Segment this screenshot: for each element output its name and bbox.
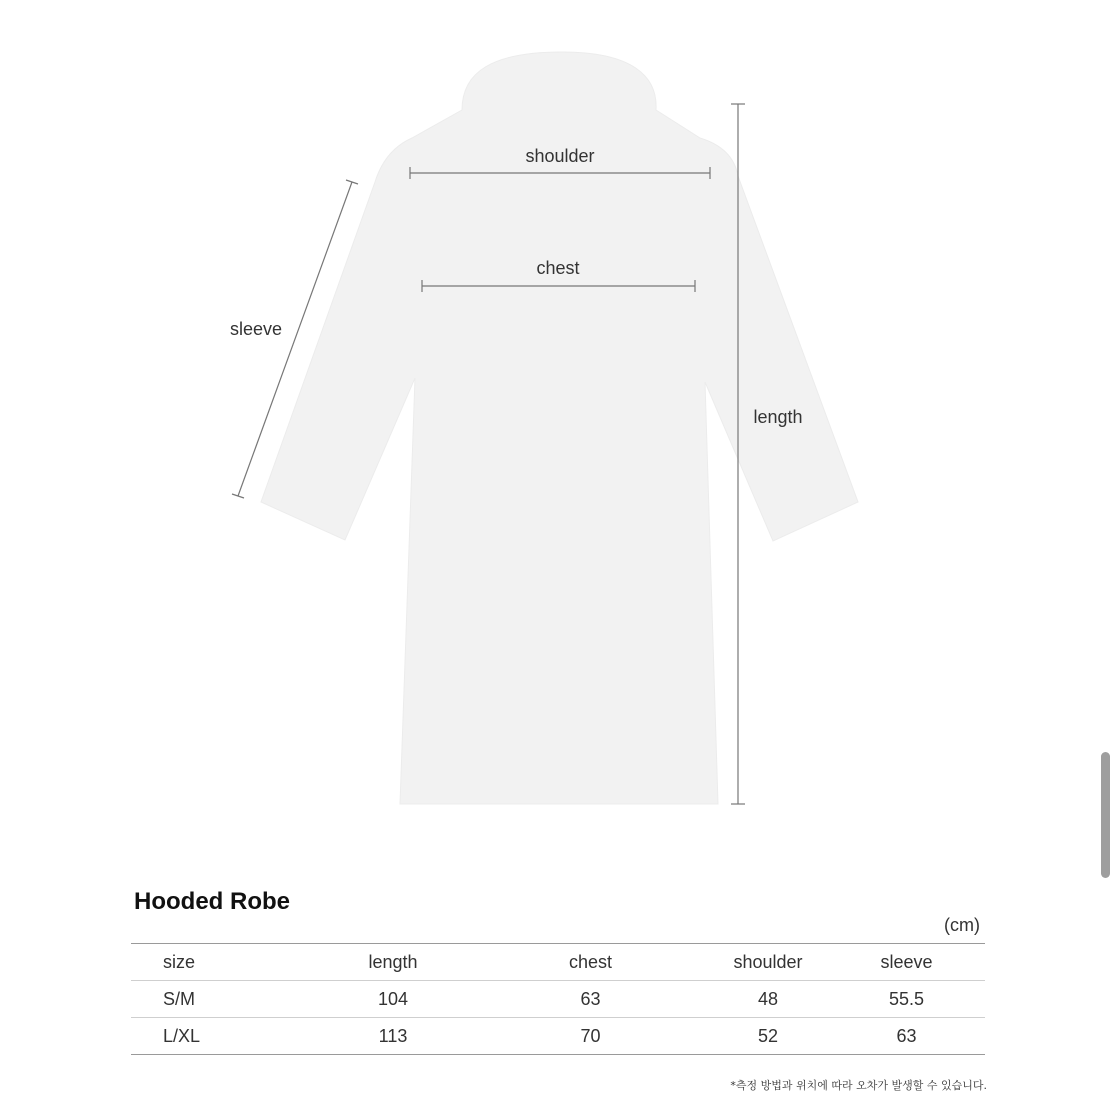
cell-size: L/XL [131,1018,313,1055]
cell-chest: 63 [473,981,708,1018]
table-header-row [131,944,985,981]
unit-label: (cm) [944,915,980,935]
cell-shoulder: 48 [708,981,828,1018]
size-table [131,943,985,1055]
size-table-body [131,981,985,1055]
header-chest: chest [473,944,708,981]
chest-label: chest [536,258,580,278]
cell-size: S/M [131,981,313,1018]
measurement-footnote: *측정 방법과 위치에 따라 오차가 발생할 수 있습니다. [730,1079,987,1092]
shoulder-label: shoulder [525,146,595,166]
table-row [131,981,985,1018]
product-title: Hooded Robe [134,888,290,915]
cell-sleeve: 55.5 [828,981,985,1018]
scrollbar-thumb[interactable] [1101,752,1110,878]
header-length: length [313,944,473,981]
header-sleeve: sleeve [828,944,985,981]
header-size: size [131,944,313,981]
size-table-head [131,944,985,981]
cell-chest: 70 [473,1018,708,1055]
cell-length: 113 [313,1018,473,1055]
cell-length: 104 [313,981,473,1018]
cell-shoulder: 52 [708,1018,828,1055]
sleeve-label: sleeve [229,319,283,339]
cell-sleeve: 63 [828,1018,985,1055]
header-shoulder: shoulder [708,944,828,981]
table-row [131,1018,985,1055]
length-label: length [753,407,803,427]
